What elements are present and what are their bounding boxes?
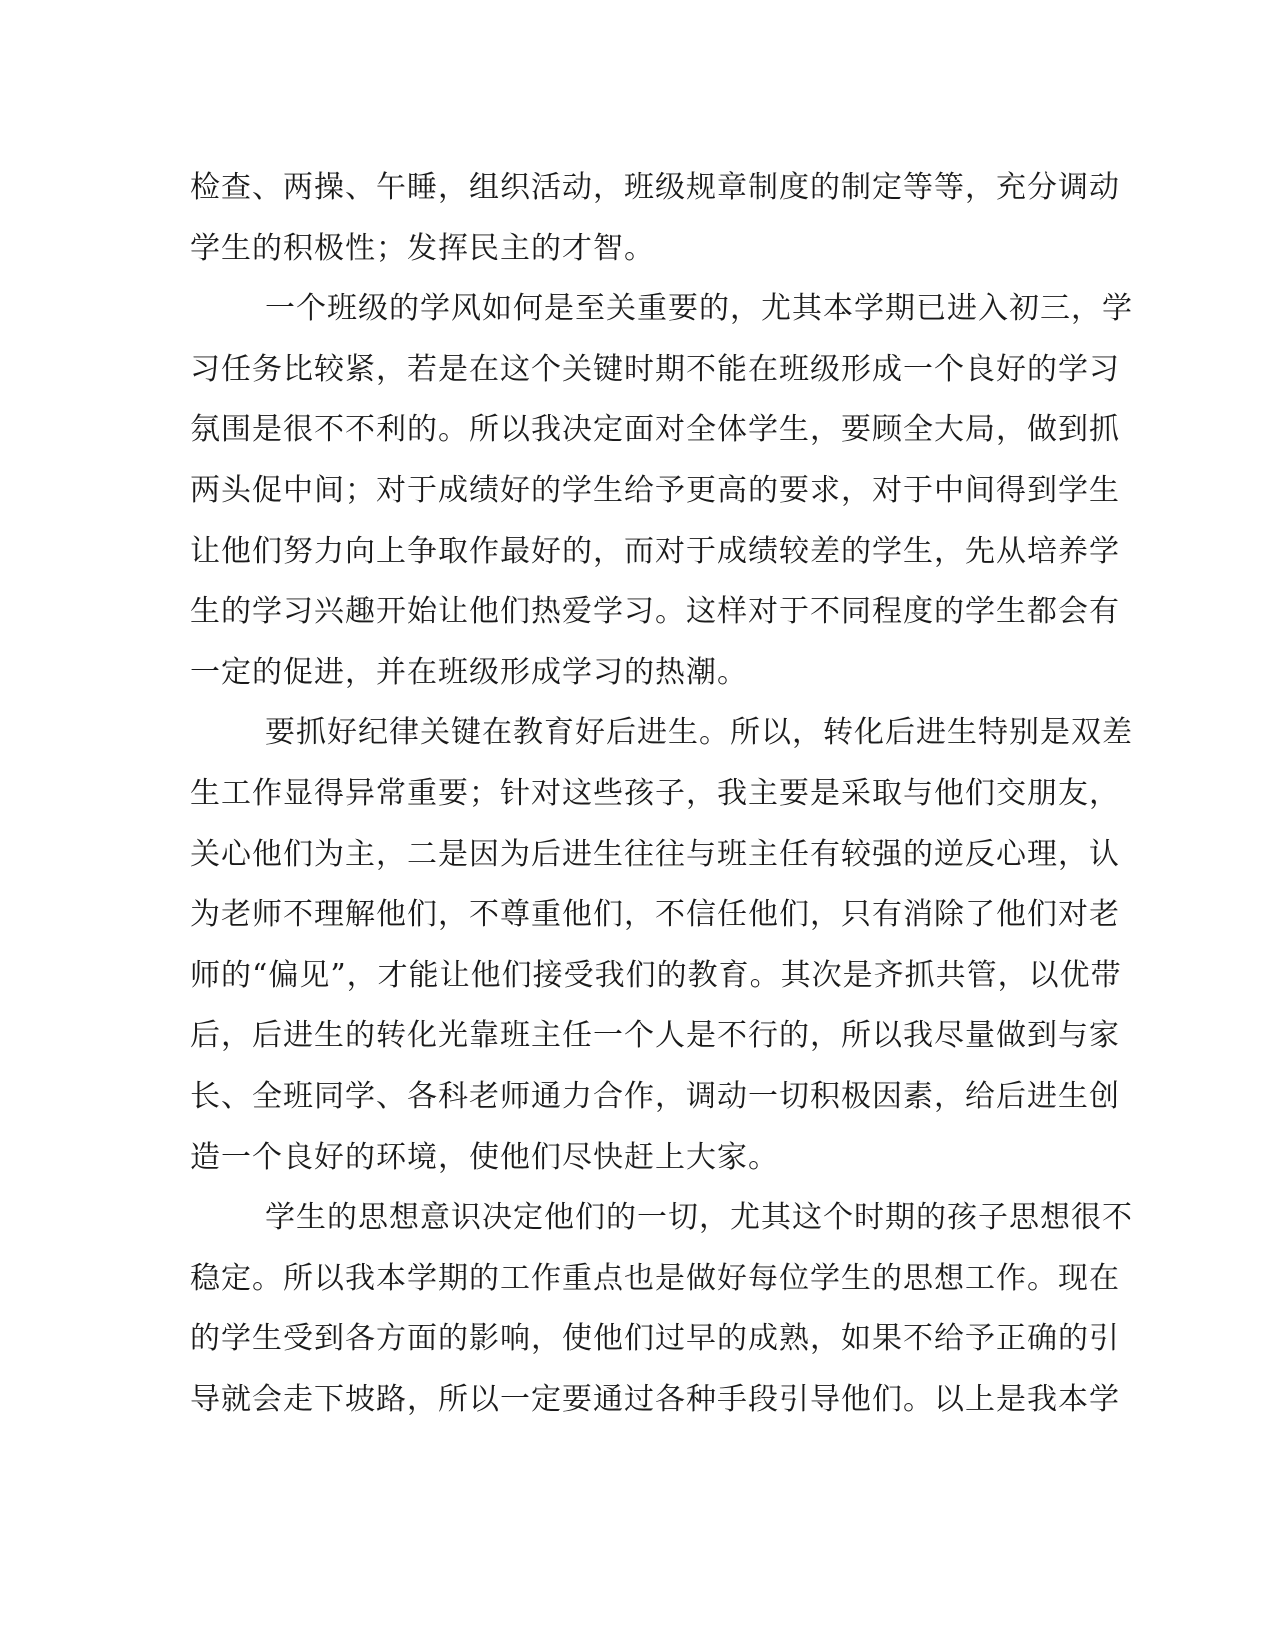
text-line: 氛围是很不不利的。所以我决定面对全体学生，要顾全大局，做到抓 (190, 412, 1120, 448)
text-line: 生工作显得异常重要；针对这些孩子，我主要是采取与他们交朋友， (190, 775, 1120, 811)
paragraph-4 (190, 1188, 1133, 1430)
text-line: 要抓好纪律关键在教育好后进生。所以，转化后进生特别是双差 (265, 715, 1133, 751)
text-line: 后，后进生的转化光靠班主任一个人是不行的，所以我尽量做到与家 (190, 1018, 1120, 1054)
paragraph-2 (190, 279, 1133, 703)
text-line: 一定的促进，并在班级形成学习的热潮。 (190, 654, 748, 690)
paragraph-1 (190, 158, 1120, 279)
text-line: 造一个良好的环境，使他们尽快赶上大家。 (190, 1139, 779, 1175)
document-body (190, 158, 1133, 1430)
text-line: 生的学习兴趣开始让他们热爱学习。这样对于不同程度的学生都会有 (190, 594, 1120, 630)
text-line: 习任务比较紧，若是在这个关键时期不能在班级形成一个良好的学习 (190, 351, 1120, 387)
text-line: 关心他们为主，二是因为后进生往往与班主任有较强的逆反心理，认 (190, 836, 1120, 872)
text-line: 的学生受到各方面的影响，使他们过早的成熟，如果不给予正确的引 (190, 1321, 1120, 1357)
text-line: 检查、两操、午睡，组织活动，班级规章制度的制定等等，充分调动 (190, 170, 1120, 205)
text-line: 两头促中间；对于成绩好的学生给予更高的要求，对于中间得到学生 (190, 472, 1120, 508)
text-line: 师的“偏见”，才能让他们接受我们的教育。其次是齐抓共管，以优带 (190, 957, 1122, 993)
text-line: 为老师不理解他们，不尊重他们，不信任他们，只有消除了他们对老 (190, 897, 1120, 933)
text-line: 稳定。所以我本学期的工作重点也是做好每位学生的思想工作。现在 (190, 1260, 1120, 1296)
text-line: 学生的积极性；发挥民主的才智。 (190, 230, 655, 266)
text-line: 一个班级的学风如何是至关重要的，尤其本学期已进入初三，学 (265, 291, 1133, 327)
paragraph-3 (190, 703, 1133, 1188)
text-line: 让他们努力向上争取作最好的，而对于成绩较差的学生，先从培养学 (190, 533, 1120, 569)
text-line: 导就会走下坡路，所以一定要通过各种手段引导他们。以上是我本学 (190, 1381, 1120, 1417)
text-line: 学生的思想意识决定他们的一切，尤其这个时期的孩子思想很不 (265, 1200, 1133, 1236)
text-line: 长、全班同学、各科老师通力合作，调动一切积极因素，给后进生创 (190, 1078, 1120, 1114)
